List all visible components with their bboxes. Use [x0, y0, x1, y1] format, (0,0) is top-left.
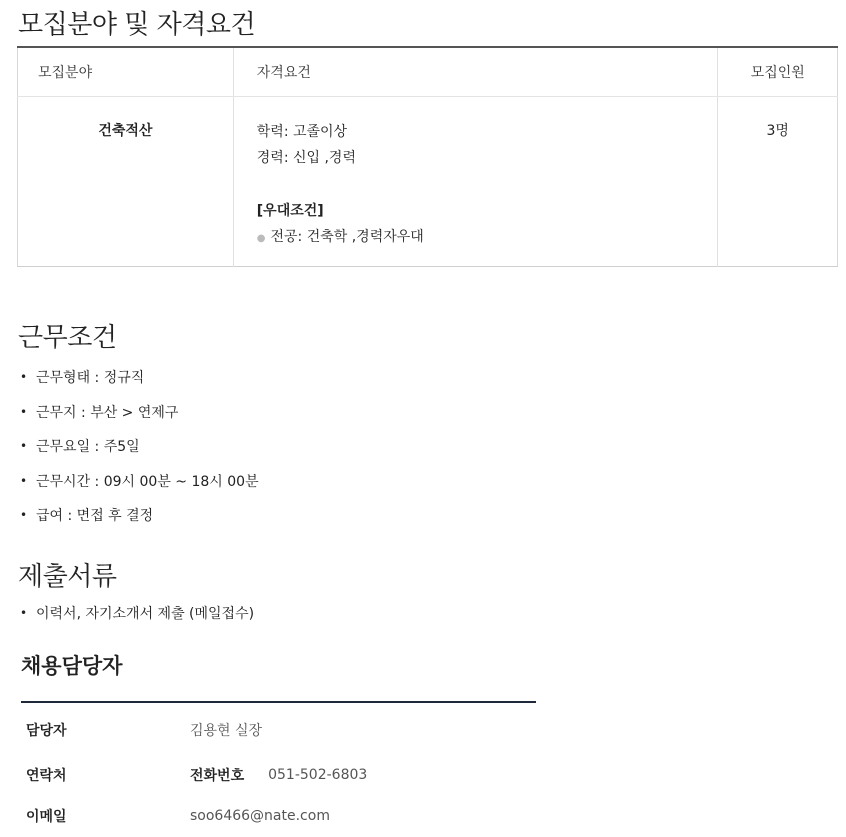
- experience-text: 경력: 신입 ,경력: [256, 150, 356, 166]
- manager-label: 담당자: [26, 723, 67, 739]
- work-section-title: 근무조건: [18, 323, 117, 353]
- education-text: 학력: 고졸이상: [256, 124, 348, 140]
- manager-value: 김용현 실장: [190, 723, 263, 739]
- documents-list: [20, 596, 254, 631]
- contact-email-row: [26, 806, 330, 826]
- email-label: 이메일: [26, 809, 67, 825]
- bullet-icon: •: [20, 439, 28, 454]
- preference-title: [우대조건]: [256, 203, 324, 219]
- list-item: [20, 360, 259, 395]
- phone-label: 연락처: [26, 768, 67, 784]
- list-item: [20, 429, 259, 464]
- headcount-cell: [718, 97, 838, 267]
- salary-text: 급여 : 면접 후 결정: [36, 508, 154, 525]
- preference-item: [257, 224, 718, 252]
- field-name: 건축적산: [98, 123, 153, 139]
- bullet-icon: •: [20, 473, 28, 488]
- table-row: [18, 97, 838, 267]
- qualification-cell: [233, 97, 718, 267]
- preference-item-text: 전공: 건축학 ,경력자우대: [270, 229, 424, 245]
- work-conditions-list: [20, 360, 259, 533]
- bullet-dot-icon: ●: [256, 233, 266, 244]
- contact-divider: [21, 701, 536, 703]
- contact-manager-row: [26, 720, 262, 740]
- contact-phone-row: [26, 765, 367, 785]
- header-field: 모집분야: [18, 47, 234, 97]
- recruit-section-title: 모집분야 및 자격요건: [18, 10, 256, 40]
- work-days-text: 근무요일 : 주5일: [36, 439, 140, 456]
- list-item: [20, 395, 259, 430]
- headcount-value: 3명: [766, 123, 789, 139]
- work-hours-text: 근무시간 : 09시 00분 ~ 18시 00분: [36, 473, 259, 490]
- bullet-icon: •: [20, 404, 28, 419]
- phone-value: 051-502-6803: [268, 767, 368, 783]
- bullet-icon: •: [20, 606, 28, 621]
- header-qualification: 자격요건: [233, 47, 718, 97]
- header-headcount: 모집인원: [718, 47, 838, 97]
- recruit-table-header: [18, 47, 838, 97]
- bullet-icon: •: [20, 508, 28, 523]
- documents-text: 이력서, 자기소개서 제출 (메일접수): [36, 606, 255, 623]
- recruit-table: [17, 46, 838, 267]
- list-item: [20, 596, 254, 631]
- email-value[interactable]: soo6466@nate.com: [190, 808, 330, 824]
- contact-section-title: 채용담당자: [21, 654, 123, 678]
- bullet-icon: •: [20, 370, 28, 385]
- list-item: [20, 464, 259, 499]
- work-location-text: 근무지 : 부산 > 연제구: [36, 404, 179, 421]
- documents-section-title: 제출서류: [18, 562, 117, 592]
- field-cell: [18, 97, 234, 267]
- phone-sublabel: 전화번호: [190, 768, 245, 784]
- work-type-text: 근무형태 : 정규직: [36, 370, 145, 387]
- list-item: [20, 498, 259, 533]
